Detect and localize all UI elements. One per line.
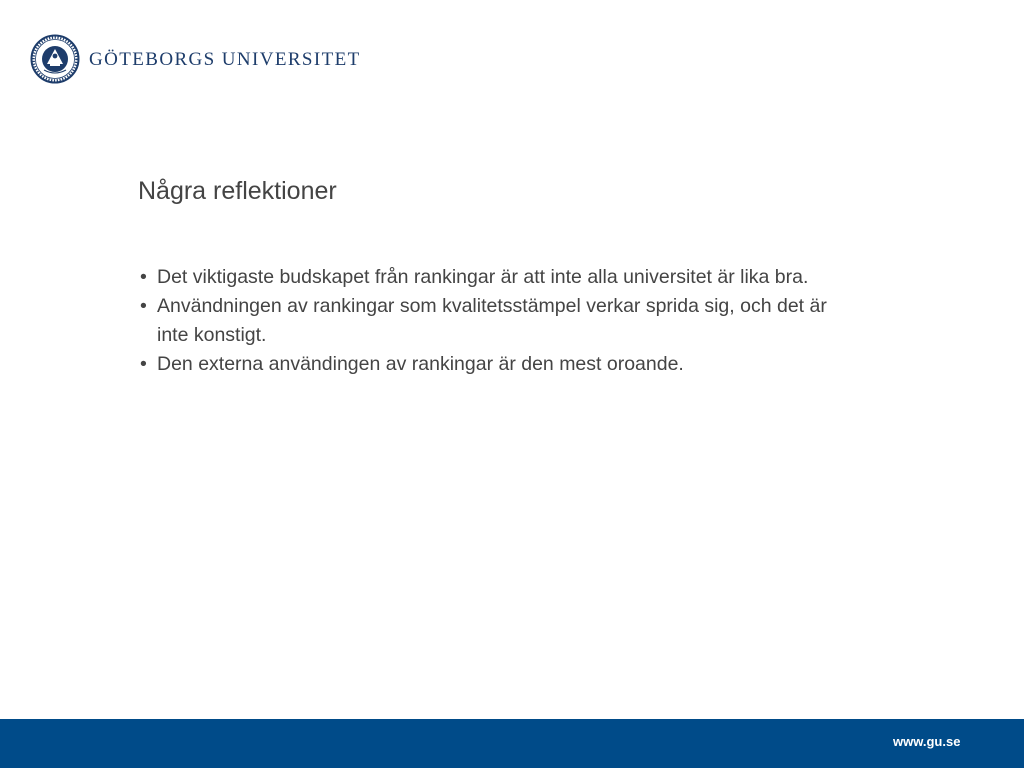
university-logo	[30, 34, 361, 84]
university-seal-icon	[30, 34, 80, 84]
slide-title: Några reflektioner	[138, 177, 337, 205]
bullet-marker: •	[140, 295, 147, 317]
logo-wordmark: GÖTEBORGS UNIVERSITET	[89, 49, 361, 70]
bullet-text: Användningen av rankingar som kvalitetsstämpel verkar sprida sig, och det är inte konstigt.	[157, 295, 827, 346]
bullet-marker: •	[140, 353, 147, 375]
footer-url-link[interactable]: www.gu.se	[893, 734, 961, 749]
bullet-item	[138, 263, 848, 292]
bullet-item	[138, 292, 848, 350]
bullet-text: Den externa användingen av rankingar är den mest oroande.	[157, 353, 684, 375]
bullet-text: Det viktigaste budskapet från rankingar är att inte alla universitet är lika bra.	[157, 266, 809, 288]
footer-band	[0, 719, 1024, 768]
bullet-marker: •	[140, 266, 147, 288]
bullet-list	[138, 263, 848, 379]
bullet-item	[138, 350, 848, 379]
